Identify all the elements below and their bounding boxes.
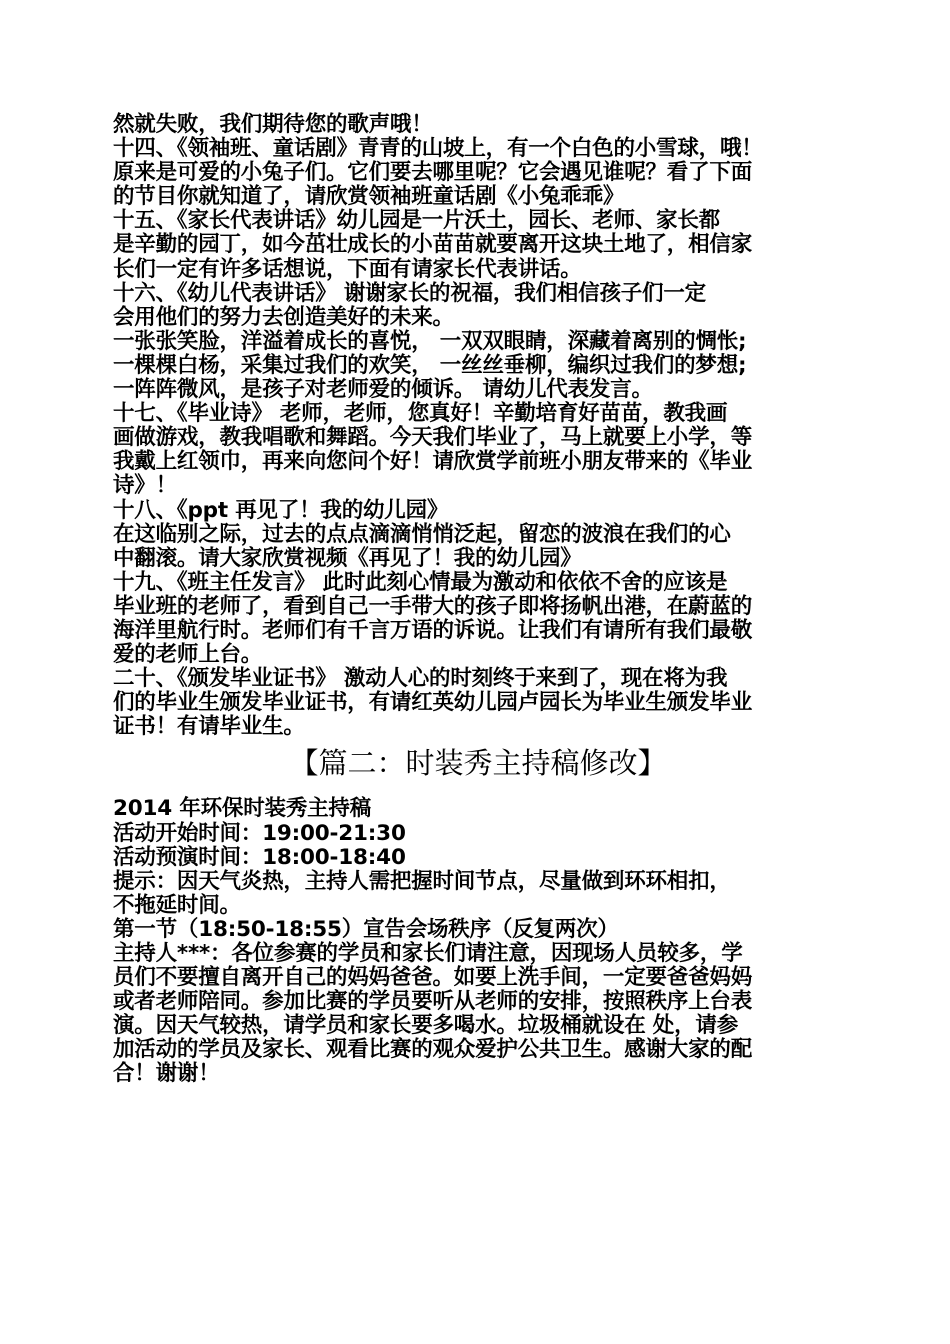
part2-text	[113, 797, 843, 1086]
text-line: 中翻滚。请大家欣赏视频《再见了！我的幼儿园》	[113, 545, 582, 571]
text-line: 十八、《ppt 再见了！我的幼儿园》	[113, 497, 449, 523]
text-line: 会用他们的努力去创造美好的未来。	[113, 304, 454, 330]
text-line: 的节目你就知道了，请欣赏领袖班童话剧《小兔乖乖》	[113, 184, 625, 210]
text-line: 提示：因天气炎热，主持人需把握时间节点，尽量做到环环相扣，	[113, 868, 731, 894]
text-line: 然就失败，我们期待您的歌声哦！	[113, 112, 433, 137]
text-line: 或者老师陪同。参加比赛的学员要听从老师的安排，按照秩序上台表	[113, 989, 753, 1015]
text-line: 长们一定有许多话想说，下面有请家长代表讲话。	[113, 256, 582, 282]
text-line: 们的毕业生颁发毕业证书，有请红英幼儿园卢园长为毕业生颁发毕业	[113, 690, 753, 716]
text-line: 十七、《毕业诗》 老师，老师，您真好！辛勤培育好苗苗，教我画	[113, 401, 728, 427]
text-line: 我戴上红领巾，再来向您问个好！请欣赏学前班小朋友带来的《毕业	[113, 449, 753, 475]
text-line: 一棵棵白杨，采集过我们的欢笑， 一丝丝垂柳，编织过我们的梦想;	[113, 352, 747, 378]
text-line: 第一节（18:50-18:55）宣告会场秩序（反复两次）	[113, 916, 619, 942]
text-line: 二十、《颁发毕业证书》 激动人心的时刻终于来到了，现在将为我	[113, 666, 728, 692]
text-line: 一阵阵微风，是孩子对老师爱的倾诉。 请幼儿代表发言。	[113, 377, 653, 403]
text-line: 加活动的学员及家长、观看比赛的观众爱护公共卫生。感谢大家的配	[113, 1037, 753, 1063]
text-line: 活动预演时间：18:00-18:40	[113, 844, 406, 870]
text-line: 海洋里航行时。老师们有千言万语的诉说。让我们有请所有我们最敬	[113, 617, 753, 643]
text-line: 活动开始时间：19:00-21:30	[113, 820, 406, 846]
text-line: 2014 年环保时装秀主持稿	[113, 796, 372, 822]
text-line: 毕业班的老师了，看到自己一手带大的孩子即将扬帆出港，在蔚蓝的	[113, 593, 753, 619]
text-line: 诗》！	[113, 473, 177, 499]
section-heading: 【篇二：时装秀主持稿修改】	[289, 746, 667, 781]
text-line: 证书！有请毕业生。	[113, 714, 305, 740]
text-line: 十六、《幼儿代表讲话》 谢谢家长的祝福，我们相信孩子们一定	[113, 280, 706, 306]
text-line: 是辛勤的园丁，如今茁壮成长的小苗苗就要离开这块土地了，相信家	[113, 232, 753, 258]
text-line: 演。因天气较热，请学员和家长要多喝水。垃圾桶就设在 处，请参	[113, 1013, 738, 1039]
text-line: 不拖延时间。	[113, 892, 241, 918]
part1-text	[113, 113, 843, 739]
text-line: 十四、《领袖班、童话剧》青青的山坡上，有一个白色的小雪球，哦！	[113, 136, 763, 162]
text-line: 一张张笑脸，洋溢着成长的喜悦， 一双双眼睛，深藏着离别的惆怅;	[113, 328, 747, 354]
text-line: 爱的老师上台。	[113, 642, 263, 668]
text-line: 合！谢谢！	[113, 1061, 220, 1087]
text-line: 员们不要擅自离开自己的妈妈爸爸。如要上洗手间，一定要爸爸妈妈	[113, 965, 753, 991]
text-line: 十五、《家长代表讲话》幼儿园是一片沃土，园长、老师、家长都	[113, 208, 720, 234]
text-line: 在这临别之际，过去的点点滴滴悄悄泛起，留恋的波浪在我们的心	[113, 521, 731, 547]
text-line: 原来是可爱的小兔子们。它们要去哪里呢？它会遇见谁呢？看了下面	[113, 160, 753, 186]
document-page	[113, 113, 843, 1087]
text-line: 主持人***：各位参赛的学员和家长们请注意，因现场人员较多，学	[113, 941, 743, 966]
text-line: 十九、《班主任发言》 此时此刻心情最为激动和依依不舍的应该是	[113, 569, 728, 595]
text-line: 画做游戏，教我唱歌和舞蹈。今天我们毕业了，马上就要上小学，等	[113, 425, 753, 451]
